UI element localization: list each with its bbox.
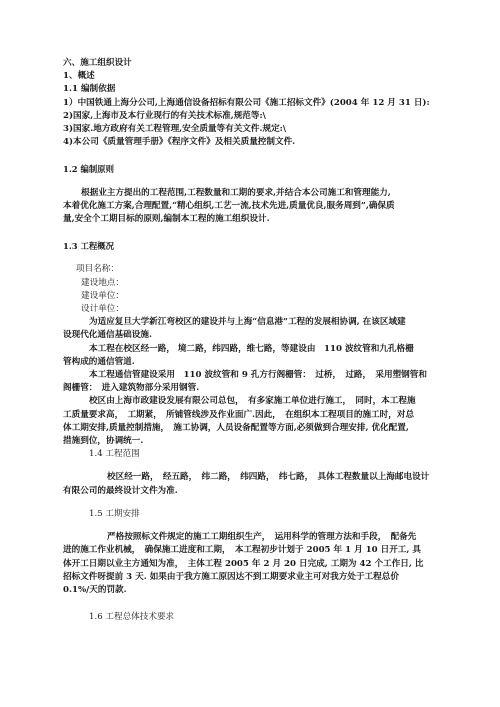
- info-owner: 建设单位：: [81, 290, 124, 301]
- info-designer: 设计单位：: [81, 304, 124, 315]
- overview-line-3: 本工程在校区经一路， 境二路，纬四路，维七路，等建设由 110 波纹管和九孔格栅: [89, 343, 414, 354]
- schedule-line-4: 招标文件呀提前 3 天. 如果由于我方施工原因达不到工期要求业主可对我方处于工程总价: [63, 571, 399, 582]
- schedule-line-3: 体开工日期以业主方通知为准， 主体工程 2005 年 2 月 20 日完成, 工期为 42 个工作日, 比: [63, 558, 424, 569]
- schedule-line-2: 进的施工作业机械， 确保施工进度和工期， 本工程初步计划于 2005 年 1 月 10 日开工, 具: [63, 545, 421, 556]
- basis-item-3: 3)国家.地方政府有关工程管理,安全质量等有关文件.规定:\: [63, 124, 286, 135]
- heading-basis: 1.1 编制依据: [63, 84, 116, 95]
- overview-line-6: 阁栅管： 进入建筑物部分采用钢管.: [63, 383, 200, 394]
- overview-line-8: 工质量要求高， 工期紧， 所铺管线涉及作业面广.因此， 在组织本工程项目的施工时，对总: [63, 409, 415, 420]
- schedule-line-5: 0.1%/天的罚款.: [63, 584, 127, 595]
- basis-item-4: 4)本公司《质量管理手册》《程序文件》及相关质量控制文件.: [63, 137, 296, 148]
- heading-technical-requirements: 1.6 工程总体技术要求: [89, 612, 175, 623]
- overview-line-10: 措施到位，协调统一.: [63, 436, 144, 447]
- document-body: [63, 57, 439, 624]
- heading-schedule: 1.5 工期安排: [89, 508, 140, 519]
- overview-line-7: 校区由上海市政建设发展有限公司总包， 有多家施工单位进行施工， 同时，本工程施: [89, 396, 416, 407]
- overview-line-9: 体工期安排,质量控制措施， 施工协调，人员设备配置等方面,必须做到合理安排, 优化配置,: [63, 422, 409, 433]
- principle-line-3: 量,安全个工期目标的原则,编制本工程的施工组织设计.: [63, 214, 270, 225]
- heading-overview: 1、概述: [63, 71, 95, 82]
- info-location: 建设地点：: [81, 277, 124, 288]
- principle-line-1: 根据业主方提出的工程范围,工程数量和工期的要求,并结合本公司施工和管理能力,: [81, 187, 391, 198]
- heading-principle: 1.2 编制原则: [63, 164, 114, 175]
- overview-line-1: 为适应复旦大学新江弯校区的建设并与上海“信息港”工程的发展相协调, 在该区域建: [89, 317, 406, 328]
- overview-line-5: 本工程通信管建设采用 110 波纹管和 9 孔方行阁栅管： 过桥， 过路， 采用塑钢管和: [89, 370, 427, 381]
- scope-line-1: 校区经一路， 经五路， 纬二路， 纬四路， 纬七路， 具体工程数量以上海邮电设计: [107, 472, 430, 483]
- heading-scope: 1.4 工程范围: [89, 449, 140, 460]
- heading-project-overview: 1.3 工程概况: [63, 241, 114, 252]
- info-project-name: 项目名称：: [76, 264, 119, 275]
- scope-line-2: 有限公司的最终设计文件为准.: [63, 485, 178, 496]
- schedule-line-1: 严格按照标文件规定的施工工期组织生产， 运用科学的管理方法和手段， 配备先: [107, 532, 417, 543]
- basis-item-1: 1）中国铁通上海分公司,上海通信设备招标有限公司《施工招标文件》(2004 年 12 月 31 日):: [63, 97, 430, 108]
- basis-item-2: 2)国家,上海市及本行业现行的有关技术标准,规范等:\: [63, 110, 266, 121]
- section-title: 六、施工组织设计: [63, 58, 132, 68]
- overview-line-4: 管构成的通信管道.: [63, 356, 135, 367]
- overview-line-2: 设现代化通信基础设施.: [63, 330, 152, 341]
- principle-line-2: 本着优化施工方案,合理配置,“精心组织,工艺一流,技术先进,质量优良,服务周到”,确保质: [63, 200, 395, 211]
